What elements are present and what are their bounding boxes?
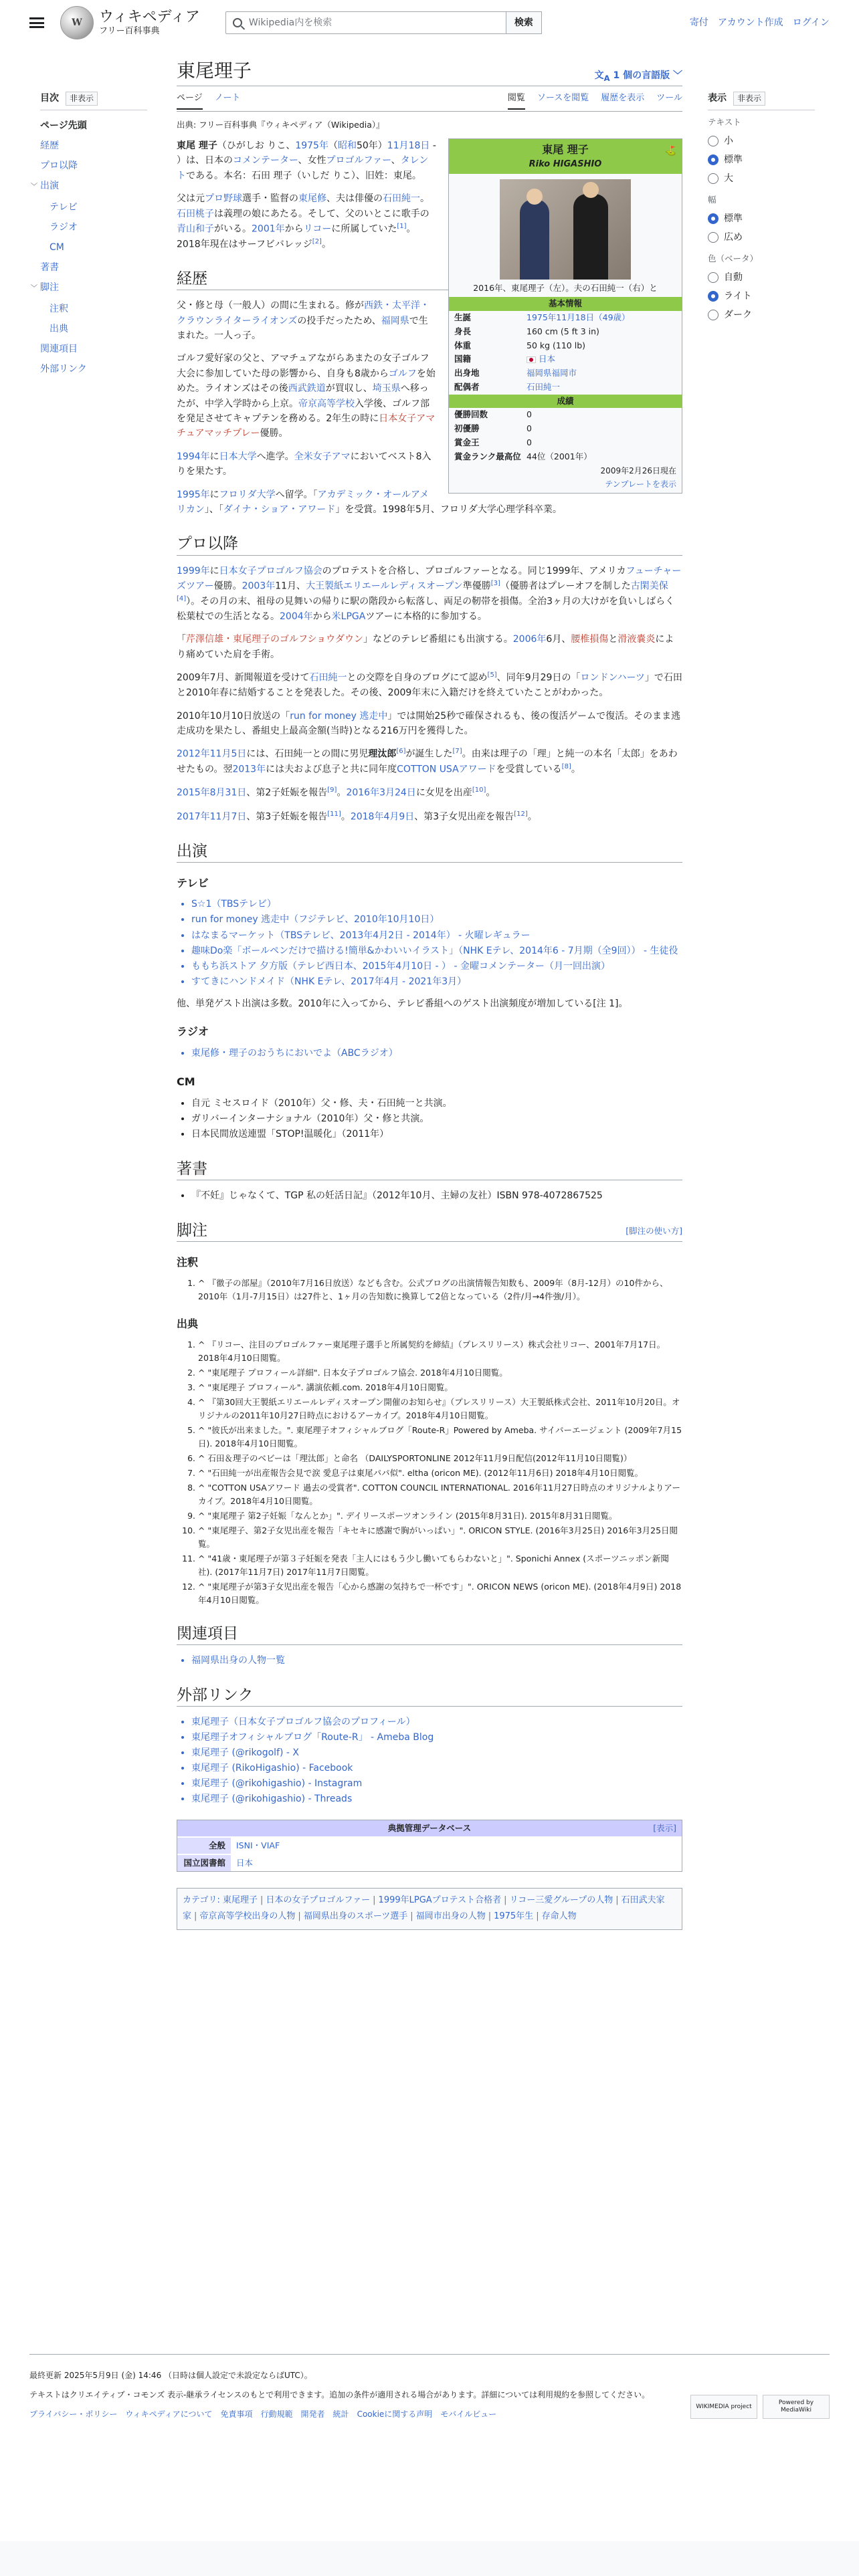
authority-row <box>177 1854 682 1871</box>
infobox-value <box>527 340 585 352</box>
radio-circle-icon[interactable] <box>708 173 719 184</box>
header-link-2[interactable]: ログイン <box>792 17 830 28</box>
tab-right-3[interactable]: ツール <box>656 93 682 104</box>
chevron-down-icon[interactable]: ﹀ <box>31 285 37 293</box>
infobox-value <box>527 381 560 394</box>
toc-header <box>40 91 147 110</box>
source-item: 5. ^ "彼氏が出来ました。". 東尾理子オフィシャルブログ「Route-R」Powered by Ameba. サイバーエージェント (2009年7月15日). 2018年4月10日閲覧。 <box>198 1424 682 1451</box>
note-item: 1. ^ 『徹子の部屋』（2010年7月16日放送）なども含む。公式ブログの出演情報告知数も、2009年（8月-12月）の10件から、2010年（1月-7月15日）は27件と、1ヶ月の告知数に換算して2倍となっている（2件/月→4件強/月）。 <box>198 1277 682 1303</box>
source-item: 3. ^ "東尾理子 プロフィール". 講演依頼.com. 2018年4月10日閲覧。 <box>198 1381 682 1394</box>
infobox-value-text[interactable]: 日本 <box>539 354 556 364</box>
infobox-rows <box>449 311 682 395</box>
related-list <box>177 1653 682 1669</box>
table-of-contents <box>31 91 147 379</box>
authority-control <box>177 1820 682 1872</box>
source-item: 6. ^ 石田＆理子のベビーは「理汰郎」と命名 （DAILYSPORTONLINE 2012年11月9日配信(2012年11月10日閲覧)） <box>198 1452 682 1465</box>
infobox-value <box>527 409 532 421</box>
category-link[interactable]: 石田武夫家家 <box>183 1895 665 1922</box>
infobox-key: 賞金ランク最高位 <box>454 451 521 461</box>
tab-left-1[interactable]: ノート <box>214 93 241 104</box>
category-link[interactable]: リコー三愛グループの人物 <box>509 1895 613 1905</box>
toc-item-0[interactable] <box>40 116 147 136</box>
infobox-value-text: 0 <box>527 423 532 433</box>
category-link[interactable]: 福岡市出身の人物 <box>415 1911 486 1922</box>
infobox-row <box>449 325 682 339</box>
infobox-caption: 2016年、東尾理子（左）。夫の石田純一（右）と <box>473 282 658 293</box>
category-separator: | <box>536 1911 539 1922</box>
mediawiki-badge[interactable]: Powered by MediaWiki <box>763 2395 830 2419</box>
heading-related: 関連項目 <box>177 1623 682 1645</box>
tab-right-1[interactable]: ソースを閲覧 <box>537 93 589 104</box>
career-p3: 1994年に日本大学へ進学。全米女子アマにおいてベスト8入りを果たす。 <box>177 451 432 477</box>
radio-label: 自動 <box>724 272 743 284</box>
toc-link[interactable]: プロ以降 <box>40 160 78 172</box>
cm-item: • 日本民間放送連盟「STOP!温暖化」（2011年） <box>191 1127 682 1142</box>
color-label: 色（ベータ） <box>708 253 759 264</box>
search-icon <box>233 18 242 27</box>
toc-link[interactable]: 経歴 <box>40 140 59 152</box>
heading-notes: 脚注 <box>177 1220 682 1242</box>
wikipedia-logo-icon[interactable]: W <box>60 6 94 39</box>
infobox-value-text: 44位（2001年） <box>527 451 592 461</box>
radio-circle-icon[interactable] <box>708 136 719 146</box>
last-updated: 最終更新 2025年5月9日 (金) 14:46 （日時は個人設定で未設定ならばUTC）。 <box>29 2371 312 2380</box>
heading-external: 外部リンク <box>177 1685 682 1707</box>
source-item: 8. ^ "COTTON USAアワード 過去の受賞者". COTTON COUNCIL INTERNATIONAL. 2016年11月27日時点のオリジナルよりアーカイブ。2018年4月10日閲覧。 <box>198 1481 682 1508</box>
category-link[interactable]: 帝京高等学校出身の人物 <box>199 1911 296 1922</box>
infobox-roman: Riko HIGASHIO <box>529 159 602 169</box>
tv-item[interactable]: • はなまるマーケット（TBSテレビ、2013年4月2日 - 2014年） - 火曜レギュラー <box>191 928 682 944</box>
radio-label: ダーク <box>724 310 752 321</box>
infobox-results <box>449 408 682 463</box>
source-item: 11. ^ "41歳・東尾理子が第３子妊娠を発表「主人にはもう少し働いてもらわないと」". Sponichi Annex (スポーツニッポン新聞社). (2017年11月7日) 2017年11月7日閲覧。 <box>198 1552 682 1579</box>
source-item: 1. ^ 『リコー、注目のプロゴルファー東尾理子選手と所属契約を締結』（プレスリリース）株式会社リコー、2001年7月17日。2018年4月10日閲覧。 <box>198 1338 682 1365</box>
category-separator: | <box>194 1911 197 1922</box>
page-footer <box>29 2354 830 2422</box>
pro-p7: 2017年11月7日、第3子妊娠を報告[11]。2018年4月9日、第3子女児出産を報告[12]。 <box>177 810 537 823</box>
infobox-value-text[interactable]: 石田純一 <box>527 381 561 392</box>
infobox-key: 身長 <box>454 326 472 336</box>
radio-circle-icon[interactable] <box>708 310 719 320</box>
infobox-section-basic: 基本情報 <box>449 297 682 311</box>
heading-radio: ラジオ <box>177 1025 209 1039</box>
infobox-value-text[interactable]: 1975年11月18日（49歳） <box>527 312 630 322</box>
infobox <box>448 138 682 494</box>
infobox-value <box>527 312 630 324</box>
career-p2: ゴルフ愛好家の父と、アマチュアながらあまたの女子ゴルフ大会に参加していた母の影響から、自身も8歳からゴルフを始めた。ライオンズはその後西武鉄道が買収し、埼玉県へ移ったが、中学入学時から上京。帝京高等学校入学後、ゴルフ部を発足させてキャプテンを務める。2年生の時に日本女子アマチュアマッチプレー優勝。 <box>177 353 436 439</box>
authority-key: 国立図書館 <box>177 1855 231 1871</box>
authority-toggle[interactable]: [表示] <box>653 1822 676 1833</box>
japan-flag-icon <box>527 356 536 363</box>
footer-link-7[interactable]: モバイルビュー <box>440 2409 497 2420</box>
tab-right-2[interactable]: 履歴を表示 <box>601 93 645 104</box>
external-item[interactable]: • 東尾理子 (@rikogolf) - X <box>191 1745 682 1761</box>
category-separator: | <box>298 1911 301 1922</box>
toc-link[interactable]: 著書 <box>40 262 59 274</box>
source-item: 9. ^ "東尾理子 第2子妊娠「なんとか」". デイリースポーツオンライン (2015年8月31日). 2015年8月31日閲覧。 <box>198 1509 682 1523</box>
category-label[interactable]: カテゴリ: <box>183 1895 223 1905</box>
infobox-value-text: 50 kg (110 lb) <box>527 340 586 350</box>
career-p1: 父・修と母（一般人）の間に生まれる。修が西鉄・太平洋・クラウンライターライオンズの投手だったため、福岡県で生まれた。一人っ子。 <box>177 300 430 342</box>
category-link[interactable]: 存命人物 <box>541 1911 577 1922</box>
text-size-options <box>708 132 815 188</box>
infobox-row <box>449 352 682 366</box>
infobox-row <box>449 408 682 422</box>
footer-badges <box>690 2395 830 2419</box>
infobox-date: 2009年2月26日現在 <box>600 466 676 476</box>
text-size-option-0[interactable] <box>708 132 815 150</box>
photo-head-right <box>583 182 599 198</box>
infobox-key: 生誕 <box>454 312 472 322</box>
category-separator: | <box>488 1911 492 1922</box>
career-p4: 1995年にフロリダ大学へ留学。「アカデミック・オールアメリカン」、「ダイナ・ショア・アワード」を受賞。1998年5月、フロリダ大学心理学科卒業。 <box>177 489 562 515</box>
width-options <box>708 209 815 247</box>
text-size-option-2[interactable] <box>708 169 815 188</box>
license-text: テキストはクリエイティブ・コモンズ 表示-継承ライセンスのもとで利用できます。追加の条件が適用される場合があります。詳細については利用規約を参照してください。 <box>29 2390 650 2400</box>
footer-link-3[interactable]: 行動規範 <box>260 2409 293 2420</box>
pro-p4: 2010年10月10日放送の「run for money 逃走中」では開始25秒で確保されるも、後の復活ゲームで復活。そのまま逃走成功を果たし、番組史上最高金額(当時)となる216万円を獲得した。 <box>177 710 681 736</box>
family-paragraph: 父は元プロ野球選手・監督の東尾修、夫は俳優の石田純一。石田桃子は義理の娘にあたる。そして、父のいとこに歌手の青山和子がいる。2001年からリコーに所属していた[1]。2018年現在はサーフビバレッジ[2]。 <box>177 193 430 250</box>
infobox-photo[interactable] <box>500 179 631 280</box>
toc-item-4[interactable] <box>40 197 147 217</box>
category-separator: | <box>410 1911 413 1922</box>
heading-sources: 出典 <box>177 1317 199 1330</box>
main-menu-icon[interactable] <box>29 17 44 28</box>
category-separator: | <box>260 1895 264 1905</box>
external-list <box>177 1715 682 1808</box>
infobox-row <box>449 311 682 325</box>
logo-main: ウィキペディア <box>99 9 200 25</box>
tv-note: 他、単発ゲスト出演は多数。2010年に入ってから、テレビ番組へのゲスト出演頻度が増加している[注 1]。 <box>177 998 628 1009</box>
toc-item-1[interactable] <box>40 136 147 156</box>
infobox-key: 初優勝 <box>454 423 480 433</box>
search-input[interactable] <box>225 11 506 34</box>
authority-value[interactable]: ISNI・VIAF <box>236 1840 280 1850</box>
category-separator: | <box>615 1895 619 1905</box>
source-item: 7. ^ "石田純一が出産報告会見で涙 愛息子は東尾パパ似". eltha (oricon ME). (2012年11月6日) 2018年4月10日閲覧。 <box>198 1467 682 1480</box>
chevron-down-icon[interactable]: ﹀ <box>31 183 37 191</box>
heading-appear: 出演 <box>177 841 682 863</box>
golfer-icon: ⛳ <box>664 146 676 156</box>
infobox-row <box>449 381 682 395</box>
authority-row <box>177 1836 682 1854</box>
radio-circle-icon[interactable] <box>708 154 719 165</box>
toc-item-2[interactable] <box>40 156 147 176</box>
tv-list <box>177 897 682 990</box>
appearance-panel <box>708 91 815 324</box>
infobox-key: 国籍 <box>454 354 472 364</box>
related-item[interactable]: • 福岡県出身の人物一覧 <box>191 1653 682 1669</box>
lead-paragraph: 東尾 理子（ひがしお りこ、1975年（昭和50年）11月18日 - ）は、日本のコメンテーター、女性プロゴルファー、タレントである。本名：石田 理子（いしだ りこ）、旧姓：東尾。 <box>177 140 436 181</box>
infobox-key: 配偶者 <box>454 381 480 392</box>
category-link[interactable]: 福岡県出身のスポーツ選手 <box>303 1911 408 1922</box>
book-item: • 『不妊』じゃなくて、TGP 私の妊活日記』（2012年10月、主婦の友社）ISBN 978-4072867525 <box>191 1188 682 1204</box>
cm-item: • 自元 ミセスロイド（2010年）父・修、夫・石田純一と共演。 <box>191 1096 682 1111</box>
radio-label: ライト <box>724 291 752 302</box>
infobox-key: 賞金王 <box>454 437 480 447</box>
heading-tv: テレビ <box>177 876 209 889</box>
tabs-left <box>177 92 240 110</box>
header-link-0[interactable]: 寄付 <box>689 17 708 28</box>
infobox-row <box>449 450 682 464</box>
heading-pro: プロ以降 <box>177 533 682 555</box>
radio-list <box>177 1046 682 1061</box>
category-link[interactable]: 東尾理子 <box>223 1895 258 1905</box>
text-size-label: テキスト <box>708 117 741 128</box>
authority-header <box>177 1820 682 1836</box>
article-content <box>177 58 682 1930</box>
category-box <box>177 1888 682 1930</box>
category-separator: | <box>504 1895 507 1905</box>
toc-link[interactable]: 脚注 <box>40 282 59 294</box>
infobox-row <box>449 366 682 381</box>
radio-circle-icon[interactable] <box>708 291 719 302</box>
width-option-1[interactable] <box>708 228 815 247</box>
width-option-0[interactable] <box>708 209 815 228</box>
external-item[interactable]: • 東尾理子 (@rikohigashio) - Instagram <box>191 1776 682 1792</box>
color-option-0[interactable] <box>708 268 815 287</box>
usage-link[interactable]: [脚注の使い方] <box>626 1226 682 1237</box>
header-link-1[interactable]: アカウント作成 <box>717 17 783 28</box>
source-item: 4. ^ 『第30回大王製紙エリエールレディスオープン開催のお知らせ』（プレスリリース）大王製紙株式会社、2011年10月20日。オリジナルの2011年10月27日時点におけるアーカイブ。2018年4月10日閲覧。 <box>198 1396 682 1422</box>
search-button[interactable]: 検索 <box>506 11 542 34</box>
heading-cm: CM <box>177 1075 195 1088</box>
text-size-option-1[interactable] <box>708 150 815 169</box>
pro-p2: 「芹澤信雄・東尾理子のゴルフショウダウン」などのテレビ番組にも出演する。2006年6月、腰椎損傷と滑液嚢炎により痛めていた肩を手術。 <box>177 634 674 660</box>
toc-item-11[interactable] <box>40 339 147 359</box>
search-form <box>225 11 542 34</box>
toc-item-10[interactable] <box>40 319 147 339</box>
infobox-key: 出身地 <box>454 368 480 378</box>
source-list <box>177 1338 682 1607</box>
category-link[interactable]: 日本の女子プロゴルファー <box>266 1895 371 1905</box>
wikimedia-badge[interactable]: WIKIMEDIA project <box>690 2395 757 2419</box>
toc-title: 目次 <box>40 93 59 104</box>
tv-item[interactable]: • すてきにハンドメイド（NHK Eテレ、2017年4月 - 2021年3月） <box>191 974 682 990</box>
radio-circle-icon[interactable] <box>708 272 719 283</box>
footer-link-0[interactable]: プライバシー・ポリシー <box>29 2409 118 2420</box>
infobox-row <box>449 422 682 436</box>
footer-link-1[interactable]: ウィキペディアについて <box>125 2409 213 2420</box>
search-placeholder: Wikipedia内を検索 <box>248 17 332 28</box>
pro-p3: 2009年7月、新聞報道を受けて石田純一との交際を自身のブログにて認め[5]、同年9月29日の「ロンドンハーツ」で石田と2010年春に結婚することを発表した。その後、2009年末に入籍だけを終えていたことがわかった。 <box>177 671 682 699</box>
appearance-hide-button[interactable]: 非表示 <box>733 92 765 106</box>
pro-p1: 1999年に日本女子プロゴルフ協会のプロテストを合格し、プロゴルファーとなる。同じ1999年、アメリカフューチャーズツアー優勝。2003年11月、大王製紙エリエールレディスオープン準優勝[3]（優勝者はプレーオフを制した古閑美保[4]）。その月の末、祖母の見舞いの帰りに駅の階段から転落し、両足の靭帯を損傷。全治3ヶ月の大けがを負いしばらく松葉杖での生活となる。2004年から米LPGAツアーに本格的に参加する。 <box>177 565 682 622</box>
authority-value[interactable]: 日本 <box>236 1857 254 1868</box>
title-row <box>177 58 682 86</box>
toc-item-6[interactable] <box>40 237 147 257</box>
infobox-key: 優勝回数 <box>454 409 488 420</box>
color-option-1[interactable] <box>708 287 815 306</box>
footer-link-5[interactable]: 統計 <box>332 2409 349 2420</box>
user-links <box>690 15 830 30</box>
toc-link[interactable]: テレビ <box>50 202 78 213</box>
tv-item[interactable]: • 趣味Do楽「ボールペンだけで描ける!簡単&かわいいイラスト」（NHK Eテレ、2014年6 - 7月期（全9回）） - 生徒役 <box>191 944 682 959</box>
wikipedia-wordmark[interactable] <box>99 9 200 37</box>
source-item: 10. ^ "東尾理子、第2子女児出産を報告「キセキに感謝で胸がいっぱい」". ORICON STYLE. (2016年3月25日) 2016年3月25日閲覧。 <box>198 1524 682 1551</box>
footer-link-2[interactable]: 免責事項 <box>220 2409 253 2420</box>
infobox-name: 東尾 理子 <box>542 143 589 156</box>
toc-list <box>31 116 147 379</box>
logo-sub: フリー百科事典 <box>99 26 160 36</box>
infobox-value-text: 160 cm (5 ft 3 in) <box>527 326 599 336</box>
language-button[interactable]: 文$_A$ 1 個の言語版 ﹀ <box>594 70 682 83</box>
infobox-value-text: 0 <box>527 437 532 447</box>
category-link[interactable]: 1999年LPGAプロテスト合格者 <box>378 1895 502 1905</box>
note-list <box>177 1277 682 1303</box>
category-separator: | <box>373 1895 376 1905</box>
infobox-value <box>527 451 592 463</box>
toc-link[interactable]: 外部リンク <box>40 364 87 375</box>
toc-item-5[interactable] <box>40 217 147 237</box>
page-tabs <box>177 90 682 112</box>
book-list <box>177 1188 682 1204</box>
width-label: 幅 <box>708 195 717 205</box>
heading-notes-sub: 注釈 <box>177 1256 199 1269</box>
infobox-row <box>449 436 682 450</box>
toc-item-8[interactable] <box>31 278 147 299</box>
infobox-template-link[interactable] <box>449 478 682 493</box>
toc-item-12[interactable] <box>40 359 147 379</box>
color-option-2[interactable] <box>708 306 815 324</box>
infobox-value-text: 0 <box>527 409 532 420</box>
infobox-value <box>527 326 599 338</box>
site-header <box>0 0 859 45</box>
radio-circle-icon[interactable] <box>708 232 719 243</box>
tv-item[interactable]: • ももち浜ストア 夕方版（テレビ西日本、2015年4月10日 - ） - 金曜コメンテーター（月一回出演） <box>191 959 682 974</box>
infobox-value <box>527 437 532 449</box>
external-item[interactable]: • 東尾理子 (RikoHigashio) - Facebook <box>191 1761 682 1776</box>
radio-label: 標準 <box>724 213 743 225</box>
infobox-section-results: 成績 <box>449 395 682 409</box>
bottom-bar <box>0 2541 859 2576</box>
external-item[interactable]: • 東尾理子 (@rikohigashio) - Threads <box>191 1792 682 1807</box>
infobox-value <box>527 353 555 366</box>
color-options <box>708 268 815 324</box>
pro-p5: 2012年11月5日には、石田純一との間に男児理汰郎[6]が誕生した[7]。由来は理子の「理」と純一の本名「太郎」をあわせたもの。翌2013年には夫および息子と共に同年度COTTON USAアワードを受賞している[8]。 <box>177 748 678 776</box>
toc-item-3[interactable] <box>31 176 147 197</box>
infobox-value <box>527 367 577 380</box>
photo-person-right <box>573 194 608 280</box>
source-line: 出典: フリー百科事典『ウィキペディア（Wikipedia）』 <box>177 120 385 130</box>
radio-item[interactable]: • 東尾修・理子のおうちにおいでよ（ABCラジオ） <box>191 1046 682 1061</box>
infobox-row <box>449 339 682 353</box>
infobox-key: 体重 <box>454 340 472 350</box>
tv-item[interactable]: • S☆1（TBSテレビ） <box>191 897 682 912</box>
toc-link[interactable]: 出演 <box>40 181 59 192</box>
photo-person-left <box>520 199 549 280</box>
page-title: 東尾理子 <box>177 60 252 82</box>
radio-label: 標準 <box>724 154 743 166</box>
toc-link[interactable]: ラジオ <box>50 222 78 233</box>
toc-link[interactable]: CM <box>50 242 64 253</box>
authority-rows <box>177 1836 682 1871</box>
infobox-value-text[interactable]: 福岡県福岡市 <box>527 368 577 378</box>
source-item: 2. ^ "東尾理子 プロフィール詳細". 日本女子プロゴルフ協会. 2018年4月10日閲覧。 <box>198 1366 682 1380</box>
footnote-usage-link[interactable] <box>626 1224 682 1238</box>
tab-left-0[interactable]: ページ <box>177 92 203 110</box>
footer-link-6[interactable]: Cookieに関する声明 <box>357 2409 433 2420</box>
toc-link[interactable]: 出典 <box>50 324 68 335</box>
cm-item: • ガリバーインターナショナル（2010年）父・修と共演。 <box>191 1111 682 1127</box>
heading-books: 著書 <box>177 1158 682 1180</box>
toc-item-7[interactable] <box>40 257 147 278</box>
appearance-title: 表示 <box>708 93 727 104</box>
external-item[interactable]: • 東尾理子オフィシャルブログ「Route-R」 - Ameba Blog <box>191 1730 682 1745</box>
toc-link[interactable]: ページ先頭 <box>40 120 87 132</box>
toc-hide-button[interactable]: 非表示 <box>66 92 98 106</box>
footer-link-4[interactable]: 開発者 <box>300 2409 325 2420</box>
source-item: 12. ^ "東尾理子が第3子女児出産を報告「心から感謝の気持ちで一杯です」". ORICON NEWS (oricon ME). (2018年4月9日) 2018年4月10日閲覧。 <box>198 1580 682 1607</box>
toc-link[interactable]: 関連項目 <box>40 344 78 355</box>
toc-link[interactable]: 注釈 <box>50 304 68 315</box>
appearance-header <box>708 91 815 110</box>
language-button-label: 1 個の言語版 <box>613 70 670 81</box>
heading-career: 経歴 <box>177 268 682 290</box>
radio-label: 広め <box>724 232 743 243</box>
tv-item[interactable]: • run for money 逃走中（フジテレビ、2010年10月10日） <box>191 912 682 928</box>
pro-p6: 2015年8月31日、第2子妊娠を報告[9]。2016年3月24日に女児を出産[10]。 <box>177 786 496 799</box>
toc-item-9[interactable] <box>40 299 147 319</box>
photo-head-left <box>527 189 543 205</box>
template-link[interactable]: テンプレートを表示 <box>605 479 676 490</box>
radio-label: 大 <box>724 173 733 185</box>
external-item[interactable]: • 東尾理子（日本女子プロゴルフ協会のプロフィール） <box>191 1715 682 1730</box>
tab-right-0[interactable]: 閲覧 <box>508 92 525 110</box>
authority-key: 全般 <box>177 1838 231 1854</box>
tabs-right <box>508 92 682 110</box>
infobox-title <box>449 139 682 174</box>
radio-label: 小 <box>724 136 733 147</box>
category-link[interactable]: 1975年生 <box>494 1911 534 1922</box>
authority-title: 典拠管理データベース <box>387 1822 472 1833</box>
cm-list <box>177 1096 682 1142</box>
infobox-value <box>527 423 532 435</box>
radio-circle-icon[interactable] <box>708 213 719 224</box>
